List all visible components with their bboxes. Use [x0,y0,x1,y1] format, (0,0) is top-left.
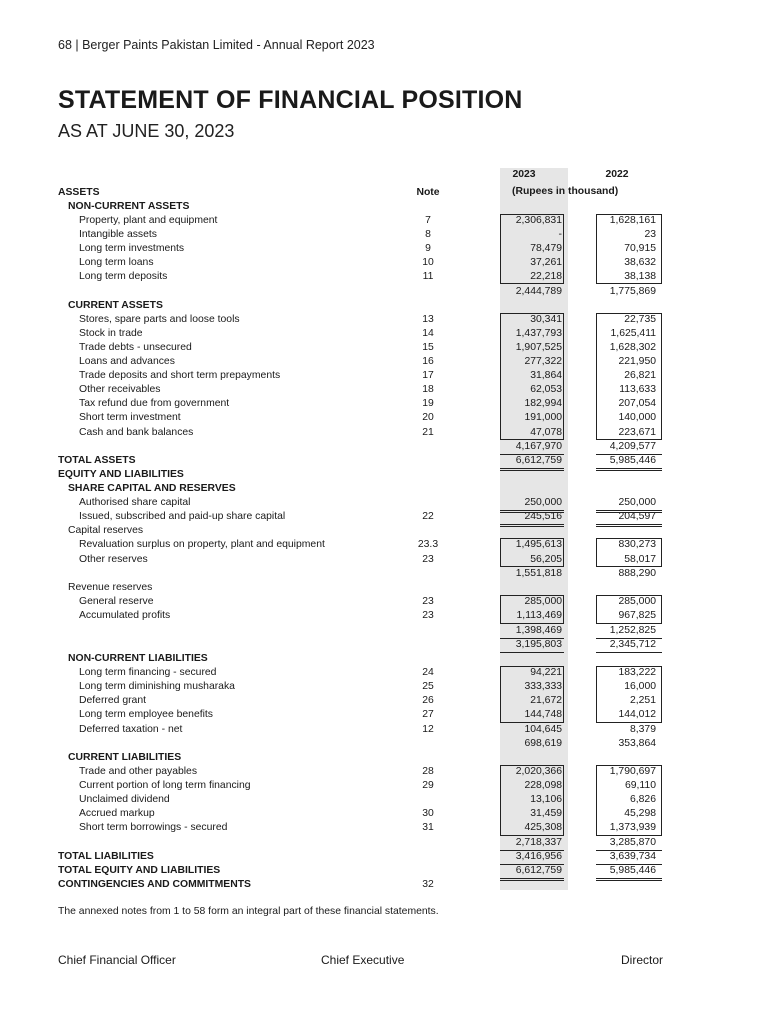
value-2023: 6,612,759 [515,865,562,876]
value-group-box [596,538,662,567]
table-row [0,652,768,666]
table-row [0,737,768,751]
single-rule [500,850,564,851]
value-2023: 1,113,469 [516,610,562,621]
row-note: 23 [422,610,434,621]
row-note: 31 [422,822,434,833]
row-label: EQUITY AND LIABILITIES [58,469,184,480]
value-2022: 1,252,825 [609,625,656,636]
row-note: 14 [422,328,434,339]
value-2023: 30,341 [530,314,562,325]
value-2023: 698,619 [524,738,562,749]
single-rule [596,850,662,851]
value-2023: 94,221 [530,667,562,678]
value-2022: 183,222 [618,667,656,678]
value-2023: 1,495,613 [515,539,562,550]
value-2022: 23 [644,229,656,240]
value-2022: 830,273 [618,539,656,550]
row-note: 22 [422,511,434,522]
row-note: 21 [422,427,434,438]
value-2022: 22,735 [624,314,656,325]
row-label: Long term diminishing musharaka [79,681,235,692]
value-2023: 6,612,759 [515,455,562,466]
row-label: Tax refund due from government [79,398,230,409]
single-rule [500,454,564,455]
value-2022: 250,000 [618,497,656,508]
row-label: Unclaimed dividend [79,794,170,805]
value-2022: 58,017 [624,554,656,565]
value-2023: 250,000 [524,497,562,508]
double-rule [596,510,662,513]
value-2022: 6,826 [629,794,656,805]
value-group-box [500,538,564,567]
value-group-box [596,666,662,723]
double-rule [500,524,564,527]
row-label: Revaluation surplus on property, plant and equipment [79,539,325,550]
year-header-row [0,168,768,182]
value-2023: 56,205 [530,554,562,565]
value-2022: 70,915 [624,243,656,254]
row-note: 32 [422,879,434,890]
value-2022: 888,290 [618,568,656,579]
value-2023: 31,459 [530,808,562,819]
value-2023: 245,516 [524,511,562,522]
row-label: Long term investments [79,243,185,254]
row-note: 23.3 [417,539,439,550]
value-group-box [596,765,662,836]
table-row [0,864,768,878]
row-label: Property, plant and equipment [79,215,218,226]
value-2022: 45,298 [624,808,656,819]
units-label: (Rupees in thousand) [512,186,619,197]
row-note: 23 [422,596,434,607]
value-2022: 3,285,870 [609,837,656,848]
row-label: Current portion of long term financing [79,780,251,791]
row-label: Stock in trade [79,328,143,339]
value-2022: 204,597 [618,511,656,522]
page-header: 68 | Berger Paints Pakistan Limited - Annual Report 2023 [58,38,375,52]
single-rule [596,454,662,455]
value-2022: 221,950 [618,356,656,367]
signature-ceo: Chief Executive [321,953,405,967]
row-note: 23 [422,554,434,565]
year-2022-header: 2022 [605,169,629,180]
row-label: Authorised share capital [79,497,191,508]
value-2022: 4,209,577 [609,441,656,452]
value-2023: 228,098 [524,780,562,791]
table-row [0,285,768,299]
table-row [0,581,768,595]
single-rule [500,864,564,865]
value-2023: 62,053 [530,384,562,395]
row-label: NON-CURRENT ASSETS [68,201,190,212]
double-rule [596,878,662,881]
row-label: Trade and other payables [79,766,198,777]
row-label: Cash and bank balances [79,427,194,438]
value-2022: 5,985,446 [609,455,656,466]
row-label: Accumulated profits [79,610,171,621]
row-note: 26 [422,695,434,706]
table-row [0,440,768,454]
value-2023: 277,322 [524,356,562,367]
value-2022: 5,985,446 [609,865,656,876]
value-group-box [596,595,662,624]
note-column-header: Note [416,187,440,198]
value-2023: 3,195,803 [515,639,562,650]
value-2022: 1,373,939 [609,822,656,833]
value-2023: 104,645 [524,724,562,735]
double-rule [500,878,564,881]
value-2023: 22,218 [530,271,562,282]
value-2023: 31,864 [530,370,562,381]
single-rule [596,864,662,865]
row-label: Short term borrowings - secured [79,822,228,833]
row-label: Deferred grant [79,695,146,706]
value-2022: 16,000 [624,681,656,692]
row-note: 15 [422,342,434,353]
row-label: Stores, spare parts and loose tools [79,314,240,325]
value-2023: - [558,229,562,240]
row-note: 10 [422,257,434,268]
row-note: 30 [422,808,434,819]
table-row [0,567,768,581]
value-2022: 38,138 [624,271,656,282]
table-row [0,496,768,510]
single-rule [596,638,662,639]
statement-title: STATEMENT OF FINANCIAL POSITION [58,86,523,114]
value-2023: 2,020,366 [515,766,562,777]
row-note: 8 [425,229,431,240]
value-2022: 223,671 [618,427,656,438]
value-2023: 3,416,956 [515,851,562,862]
table-row [0,624,768,638]
value-2022: 2,251 [629,695,656,706]
row-label: CONTINGENCIES AND COMMITMENTS [58,879,251,890]
value-2022: 967,825 [618,610,656,621]
row-label: Long term financing - secured [79,667,217,678]
row-label: ASSETS [58,187,100,198]
table-row [0,454,768,468]
value-group-box [500,765,564,836]
row-note: 20 [422,412,434,423]
value-2023: 2,718,337 [515,837,562,848]
value-2023: 333,333 [524,681,562,692]
value-2022: 8,379 [629,724,656,735]
value-2022: 69,110 [624,780,656,791]
row-label: Trade debts - unsecured [79,342,192,353]
value-group-box [500,313,564,440]
row-label: Long term employee benefits [79,709,214,720]
row-label: Other reserves [79,554,148,565]
row-label: Accrued markup [79,808,155,819]
table-row [0,482,768,496]
row-note: 7 [425,215,431,226]
double-rule [596,524,662,527]
row-note: 12 [422,724,434,735]
row-label: TOTAL LIABILITIES [58,851,154,862]
row-label: Deferred taxation - net [79,724,183,735]
value-2023: 13,106 [530,794,562,805]
row-label: Other receivables [79,384,161,395]
value-2023: 285,000 [524,596,562,607]
signature-cfo: Chief Financial Officer [58,953,176,967]
row-label: TOTAL ASSETS [58,455,136,466]
row-label: Long term deposits [79,271,168,282]
value-2022: 140,000 [618,412,656,423]
row-note: 16 [422,356,434,367]
value-group-box [500,214,564,284]
row-note: 18 [422,384,434,395]
row-note: 28 [422,766,434,777]
table-row [0,836,768,850]
row-label: NON-CURRENT LIABILITIES [68,653,208,664]
value-group-box [596,214,662,284]
table-row [0,299,768,313]
value-2022: 285,000 [618,596,656,607]
row-label: CURRENT ASSETS [68,300,163,311]
value-2022: 26,821 [624,370,656,381]
value-2022: 207,054 [618,398,656,409]
table-row [0,638,768,652]
value-group-box [500,666,564,723]
value-2023: 144,748 [524,709,562,720]
annex-note: The annexed notes from 1 to 58 form an integral part of these financial statements. [58,906,439,917]
table-row [0,200,768,214]
row-label: Loans and advances [79,356,175,367]
row-note: 11 [422,271,434,282]
value-2022: 1,628,161 [609,215,656,226]
value-2023: 182,994 [524,398,562,409]
row-label: Long term loans [79,257,154,268]
value-2022: 1,775,869 [609,286,656,297]
single-rule [500,638,564,639]
value-2022: 353,864 [618,738,656,749]
row-label: SHARE CAPITAL AND RESERVES [68,483,236,494]
row-label: Short term investment [79,412,181,423]
row-label: CURRENT LIABILITIES [68,752,182,763]
row-note: 27 [422,709,434,720]
value-2023: 191,000 [524,412,562,423]
value-2023: 1,398,469 [515,625,562,636]
value-2022: 38,632 [624,257,656,268]
value-group-box [500,595,564,624]
row-label: TOTAL EQUITY AND LIABILITIES [58,865,221,876]
single-rule [500,652,564,653]
value-2023: 1,551,818 [515,568,562,579]
row-note: 13 [422,314,434,325]
value-2022: 3,639,734 [609,851,656,862]
row-label: Intangible assets [79,229,157,240]
value-2022: 113,633 [619,384,656,395]
row-label: Revenue reserves [68,582,153,593]
table-row [0,186,768,200]
row-note: 24 [422,667,434,678]
double-rule [500,510,564,513]
row-note: 29 [422,780,434,791]
value-2023: 21,672 [530,695,562,706]
double-rule [596,468,662,471]
value-2023: 2,306,831 [515,215,562,226]
row-note: 25 [422,681,434,692]
value-group-box [596,313,662,440]
table-row [0,751,768,765]
value-2023: 4,167,970 [515,441,562,452]
value-2022: 2,345,712 [609,639,656,650]
value-2023: 37,261 [530,257,562,268]
row-note: 9 [425,243,431,254]
value-2023: 1,907,525 [515,342,562,353]
value-2023: 425,308 [524,822,562,833]
year-2023-header: 2023 [512,169,536,180]
table-row [0,723,768,737]
row-label: Capital reserves [68,525,144,536]
value-2022: 1,790,697 [609,766,656,777]
value-2023: 47,078 [530,427,562,438]
double-rule [500,468,564,471]
value-2023: 78,479 [530,243,562,254]
value-2022: 1,625,411 [610,328,656,339]
value-2023: 2,444,789 [515,286,562,297]
table-row [0,850,768,864]
row-label: Trade deposits and short term prepayments [79,370,281,381]
value-2023: 1,437,793 [515,328,562,339]
row-note: 19 [422,398,434,409]
signature-director: Director [620,953,663,967]
row-label: General reserve [79,596,154,607]
row-label: Issued, subscribed and paid-up share capital [79,511,286,522]
row-note: 17 [422,370,434,381]
single-rule [596,652,662,653]
statement-date: AS AT JUNE 30, 2023 [58,121,235,141]
value-2022: 1,628,302 [609,342,656,353]
value-2022: 144,012 [618,709,656,720]
